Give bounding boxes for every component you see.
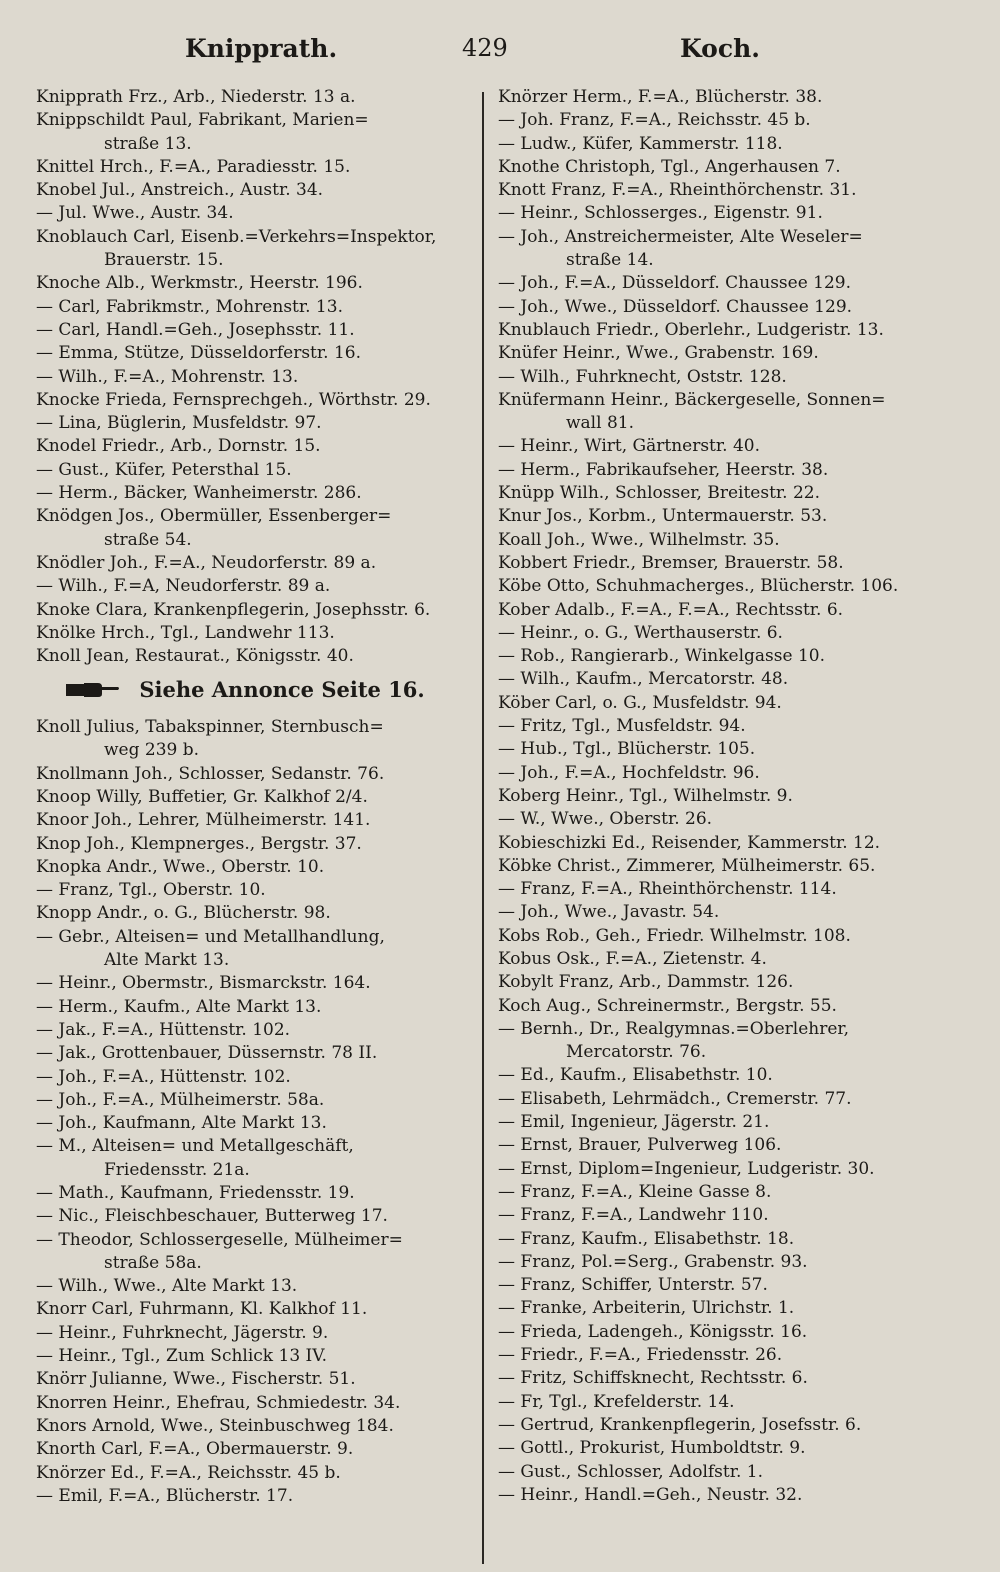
- running-head-right: Koch.: [680, 34, 760, 63]
- directory-entry: — Joh., Wwe., Düsseldorf. Chaussee 129.: [498, 296, 853, 317]
- directory-entry: — Franz, Schiffer, Unterstr. 57.: [498, 1275, 768, 1296]
- directory-entry: — Nic., Fleischbeschauer, Butterweg 17.: [36, 1206, 388, 1227]
- entry-continuation: Friedensstr. 21a.: [104, 1159, 250, 1180]
- directory-entry: — Fritz, Tgl., Musfeldstr. 94.: [498, 716, 746, 737]
- directory-entry: Knödler Joh., F.=A., Neudorferstr. 89 a.: [36, 552, 377, 573]
- directory-entry: — Jak., F.=A., Hüttenstr. 102.: [36, 1019, 291, 1040]
- pointing-hand-icon: [66, 680, 120, 704]
- directory-entry: — Bernh., Dr., Realgymnas.=Oberlehrer,: [498, 1018, 850, 1039]
- right-entries: [498, 86, 940, 1507]
- directory-entry: Knopka Andr., Wwe., Oberstr. 10.: [36, 856, 325, 877]
- directory-entry: Knorren Heinr., Ehefrau, Schmiedestr. 34.: [36, 1392, 401, 1413]
- entry-continuation: wall 81.: [566, 413, 634, 434]
- directory-entry: — Joh., F.=A., Mülheimerstr. 58a.: [36, 1089, 325, 1110]
- directory-entry: Kobbert Friedr., Bremser, Brauerstr. 58.: [498, 552, 844, 573]
- directory-entry: — Heinr., Handl.=Geh., Neustr. 32.: [498, 1484, 803, 1505]
- directory-entry: Knoop Willy, Buffetier, Gr. Kalkhof 2/4.: [36, 786, 368, 807]
- directory-entry: — Hub., Tgl., Blücherstr. 105.: [498, 739, 756, 760]
- directory-entry: — Joh., Anstreichermeister, Alte Weseler=: [498, 226, 863, 247]
- directory-entry: Knoll Jean, Restaurat., Königsstr. 40.: [36, 646, 354, 667]
- directory-entry: — Wilh., Wwe., Alte Markt 13.: [36, 1276, 298, 1297]
- directory-entry: — Joh., Kaufmann, Alte Markt 13.: [36, 1113, 327, 1134]
- directory-entry: — Gust., Schlosser, Adolfstr. 1.: [498, 1461, 764, 1482]
- directory-entry: — Heinr., Obermstr., Bismarckstr. 164.: [36, 973, 371, 994]
- directory-entry: — Ludw., Küfer, Kammerstr. 118.: [498, 133, 783, 154]
- directory-entry: Knüfermann Heinr., Bäckergeselle, Sonnen=: [498, 389, 886, 410]
- entry-continuation: straße 14.: [566, 250, 654, 271]
- directory-entry: Knittel Hrch., F.=A., Paradiesstr. 15.: [36, 156, 351, 177]
- directory-entry: — Herm., Bäcker, Wanheimerstr. 286.: [36, 483, 362, 504]
- directory-entry: — Carl, Fabrikmstr., Mohrenstr. 13.: [36, 296, 343, 317]
- directory-entry: — Franz, Tgl., Oberstr. 10.: [36, 880, 266, 901]
- directory-entry: Knörzer Ed., F.=A., Reichsstr. 45 b.: [36, 1462, 341, 1483]
- directory-entry: — Wilh., Fuhrknecht, Oststr. 128.: [498, 366, 787, 387]
- directory-entry: — Lina, Büglerin, Musfeldstr. 97.: [36, 413, 322, 434]
- directory-entry: Knoblauch Carl, Eisenb.=Verkehrs=Inspektor,: [36, 226, 437, 247]
- entry-continuation: Alte Markt 13.: [104, 950, 230, 971]
- directory-entry: Koch Aug., Schreinermstr., Bergstr. 55.: [498, 995, 837, 1016]
- directory-entry: — M., Alteisen= und Metallgeschäft,: [36, 1136, 354, 1157]
- directory-entry: — Wilh., Kaufm., Mercatorstr. 48.: [498, 669, 789, 690]
- directory-entry: — Franz, Kaufm., Elisabethstr. 18.: [498, 1228, 795, 1249]
- directory-entry: — Jul. Wwe., Austr. 34.: [36, 203, 234, 224]
- directory-entry: — Ed., Kaufm., Elisabethstr. 10.: [498, 1065, 773, 1086]
- directory-entry: — Joh. Franz, F.=A., Reichsstr. 45 b.: [498, 110, 811, 131]
- directory-entry: — Franz, F.=A., Rheinthörchenstr. 114.: [498, 879, 837, 900]
- directory-entry: Knublauch Friedr., Oberlehr., Ludgeristr. 13.: [498, 319, 884, 340]
- directory-entry: Knüfer Heinr., Wwe., Grabenstr. 169.: [498, 343, 819, 364]
- directory-entry: — Rob., Rangierarb., Winkelgasse 10.: [498, 646, 825, 667]
- directory-entry: Knopp Andr., o. G., Blücherstr. 98.: [36, 903, 331, 924]
- directory-entry: Knop Joh., Klempnerges., Bergstr. 37.: [36, 833, 362, 854]
- directory-entry: — Theodor, Schlossergeselle, Mülheimer=: [36, 1229, 403, 1250]
- directory-entry: — Wilh., F.=A., Mohrenstr. 13.: [36, 366, 299, 387]
- directory-entry: — Gust., Küfer, Petersthal 15.: [36, 459, 292, 480]
- directory-entry: — Jak., Grottenbauer, Düssernstr. 78 II.: [36, 1043, 378, 1064]
- directory-entry: Koberg Heinr., Tgl., Wilhelmstr. 9.: [498, 785, 793, 806]
- directory-entry: — Franz, Pol.=Serg., Grabenstr. 93.: [498, 1251, 808, 1272]
- directory-entry: Knollmann Joh., Schlosser, Sedanstr. 76.: [36, 763, 385, 784]
- entry-continuation: weg 239 b.: [104, 740, 200, 761]
- entry-continuation: straße 58a.: [104, 1252, 202, 1273]
- column-divider: [482, 92, 484, 1564]
- left-entries-bottom: [36, 716, 468, 1508]
- directory-entry: — Gottl., Prokurist, Humboldtstr. 9.: [498, 1438, 806, 1459]
- directory-entry: — Ernst, Diplom=Ingenieur, Ludgeristr. 30.: [498, 1158, 875, 1179]
- directory-entry: — Franke, Arbeiterin, Ulrichstr. 1.: [498, 1298, 795, 1319]
- directory-entry: — Emma, Stütze, Düsseldorferstr. 16.: [36, 343, 361, 364]
- directory-entry: Knoke Clara, Krankenpflegerin, Josephsstr. 6.: [36, 599, 431, 620]
- directory-entry: Kobieschizki Ed., Reisender, Kammerstr. 12.: [498, 832, 881, 853]
- directory-entry: Knoor Joh., Lehrer, Mülheimerstr. 141.: [36, 810, 371, 831]
- directory-entry: Knoche Alb., Werkmstr., Heerstr. 196.: [36, 273, 363, 294]
- directory-entry: — Herm., Kaufm., Alte Markt 13.: [36, 996, 322, 1017]
- directory-entry: — Elisabeth, Lehrmädch., Cremerstr. 77.: [498, 1088, 852, 1109]
- directory-entry: — Emil, F.=A., Blücherstr. 17.: [36, 1485, 294, 1506]
- directory-entry: Kober Adalb., F.=A., F.=A., Rechtsstr. 6.: [498, 599, 844, 620]
- directory-entry: — Heinr., o. G., Werthauserstr. 6.: [498, 622, 783, 643]
- left-entries-top: [36, 86, 468, 668]
- page-number: 429: [462, 34, 508, 62]
- directory-entry: Knödgen Jos., Obermüller, Essenberger=: [36, 506, 392, 527]
- directory-entry: Koall Joh., Wwe., Wilhelmstr. 35.: [498, 529, 780, 550]
- directory-entry: — Franz, F.=A., Landwehr 110.: [498, 1205, 769, 1226]
- directory-entry: — Joh., F.=A., Hüttenstr. 102.: [36, 1066, 291, 1087]
- directory-entry: — Friedr., F.=A., Friedensstr. 26.: [498, 1345, 783, 1366]
- directory-entry: Knors Arnold, Wwe., Steinbuschweg 184.: [36, 1415, 394, 1436]
- directory-entry: — Joh., F.=A., Hochfeldstr. 96.: [498, 762, 760, 783]
- directory-entry: — Fritz, Schiffsknecht, Rechtsstr. 6.: [498, 1368, 808, 1389]
- directory-entry: Knörzer Herm., F.=A., Blücherstr. 38.: [498, 87, 823, 107]
- directory-entry: — Herm., Fabrikaufseher, Heerstr. 38.: [498, 459, 829, 480]
- directory-entry: Knorth Carl, F.=A., Obermauerstr. 9.: [36, 1439, 354, 1460]
- directory-entry: — Ernst, Brauer, Pulverweg 106.: [498, 1135, 782, 1156]
- directory-entry: Knur Jos., Korbm., Untermauerstr. 53.: [498, 506, 828, 527]
- directory-entry: Knölke Hrch., Tgl., Landwehr 113.: [36, 622, 335, 643]
- directory-entry: Knoll Julius, Tabakspinner, Sternbusch=: [36, 717, 384, 738]
- entry-continuation: Mercatorstr. 76.: [566, 1042, 707, 1063]
- directory-entry: — Fr, Tgl., Krefelderstr. 14.: [498, 1391, 735, 1412]
- directory-entry: Kobs Rob., Geh., Friedr. Wilhelmstr. 108.: [498, 925, 851, 946]
- directory-entry: Knipprath Frz., Arb., Niederstr. 13 a.: [36, 87, 356, 107]
- left-column: [36, 86, 468, 1508]
- directory-entry: Knippschildt Paul, Fabrikant, Marien=: [36, 110, 369, 131]
- directory-entry: — Frieda, Ladengeh., Königsstr. 16.: [498, 1321, 808, 1342]
- directory-entry: Köber Carl, o. G., Musfeldstr. 94.: [498, 692, 782, 713]
- directory-entry: — W., Wwe., Oberstr. 26.: [498, 809, 713, 830]
- directory-entry: Knobel Jul., Anstreich., Austr. 34.: [36, 180, 324, 201]
- directory-entry: — Math., Kaufmann, Friedensstr. 19.: [36, 1183, 355, 1203]
- directory-entry: Knörr Julianne, Wwe., Fischerstr. 51.: [36, 1369, 356, 1390]
- directory-entry: — Emil, Ingenieur, Jägerstr. 21.: [498, 1112, 770, 1133]
- directory-entry: Köbe Otto, Schuhmacherges., Blücherstr. 106.: [498, 576, 899, 597]
- right-column: [498, 86, 940, 1507]
- directory-entry: — Heinr., Tgl., Zum Schlick 13 IV.: [36, 1346, 327, 1367]
- directory-entry: — Joh., F.=A., Düsseldorf. Chaussee 129.: [498, 273, 852, 294]
- directory-entry: Köbke Christ., Zimmerer, Mülheimerstr. 65.: [498, 855, 876, 876]
- advertisement-notice: [36, 678, 468, 704]
- directory-entry: Knothe Christoph, Tgl., Angerhausen 7.: [498, 156, 841, 177]
- directory-entry: Knocke Frieda, Fernsprechgeh., Wörthstr. 29.: [36, 389, 431, 410]
- directory-entry: Kobus Osk., F.=A., Zietenstr. 4.: [498, 948, 767, 969]
- directory-entry: — Heinr., Schlosserges., Eigenstr. 91.: [498, 203, 823, 224]
- running-head-left: Knipprath.: [185, 34, 338, 63]
- directory-entry: — Gebr., Alteisen= und Metallhandlung,: [36, 926, 385, 947]
- directory-entry: — Carl, Handl.=Geh., Josephsstr. 11.: [36, 319, 355, 340]
- directory-entry: — Heinr., Fuhrknecht, Jägerstr. 9.: [36, 1322, 329, 1343]
- notice-text: Siehe Annonce Seite 16.: [139, 677, 425, 703]
- directory-entry: Kobylt Franz, Arb., Dammstr. 126.: [498, 972, 794, 993]
- directory-entry: — Wilh., F.=A, Neudorferstr. 89 a.: [36, 576, 331, 597]
- directory-entry: — Franz, F.=A., Kleine Gasse 8.: [498, 1181, 772, 1202]
- directory-entry: — Joh., Wwe., Javastr. 54.: [498, 902, 720, 923]
- directory-entry: Knodel Friedr., Arb., Dornstr. 15.: [36, 436, 321, 457]
- entry-continuation: straße 13.: [104, 133, 192, 154]
- directory-entry: Knorr Carl, Fuhrmann, Kl. Kalkhof 11.: [36, 1299, 368, 1320]
- directory-entry: — Heinr., Wirt, Gärtnerstr. 40.: [498, 436, 760, 457]
- directory-entry: Knüpp Wilh., Schlosser, Breitestr. 22.: [498, 483, 821, 504]
- entry-continuation: straße 54.: [104, 529, 192, 550]
- directory-entry: Knott Franz, F.=A., Rheinthörchenstr. 31.: [498, 180, 857, 201]
- entry-continuation: Brauerstr. 15.: [104, 250, 224, 271]
- directory-entry: — Gertrud, Krankenpflegerin, Josefsstr. 6.: [498, 1414, 862, 1435]
